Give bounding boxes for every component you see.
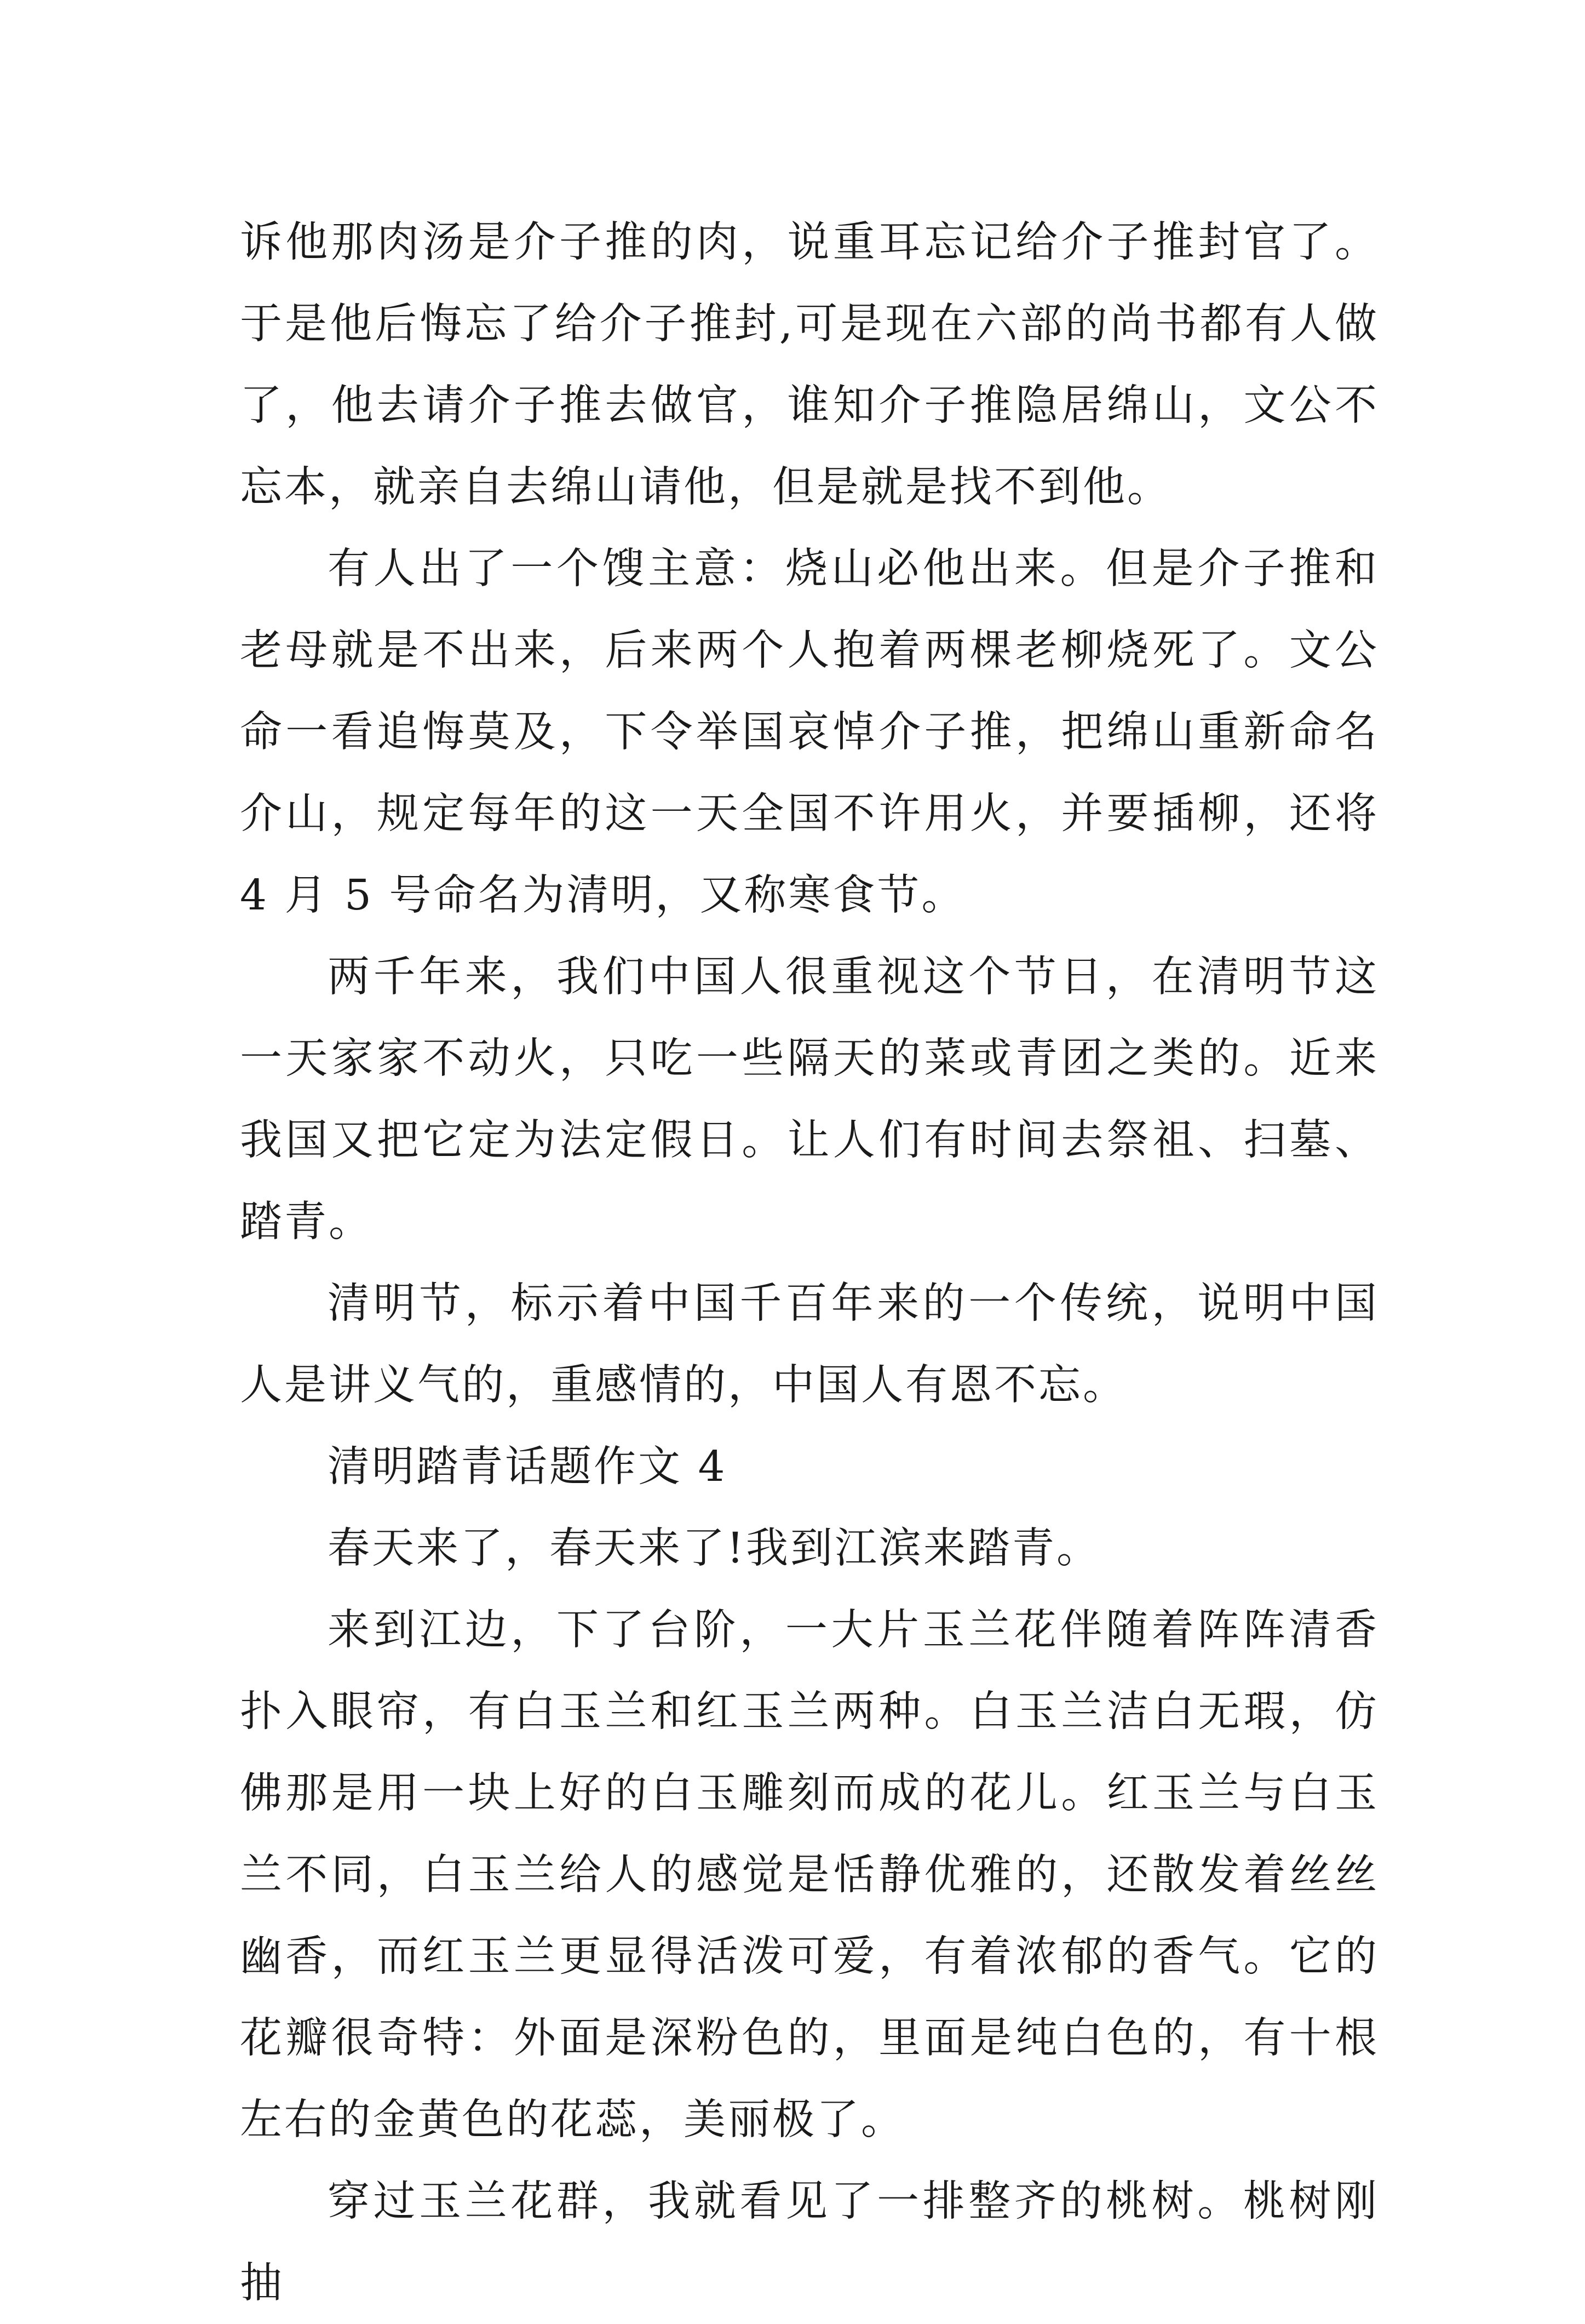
paragraph-4: 清明节，标示着中国千百年来的一个传统，说明中国人是讲义气的，重感情的，中国人有恩不忘。 <box>240 1279 1379 1410</box>
paragraph-2: 有人出了一个馊主意：烧山必他出来。但是介子推和老母就是不出来，后来两个人抱着两棵老柳烧死了。文公命一看追悔莫及，下令举国哀悼介子推，把绵山重新命名介山，规定每年的这一天全国不许用火，并要插柳，还将 4 月 5 号命名为清明，又称寒食节。 <box>240 545 1379 920</box>
paragraph-5: 春天来了，春天来了!我到江滨来踏青。 <box>328 1524 1101 1573</box>
paragraph-7: 穿过玉兰花群，我就看见了一排整齐的桃树。桃树刚抽 <box>240 2177 1379 2308</box>
paragraph-3: 两千年来，我们中国人很重视这个节日，在清明节这一天家家不动火，只吃一些隔天的菜或青团之类的。近来我国又把它定为法定假日。让人们有时间去祭祖、扫墓、踏青。 <box>240 953 1379 1246</box>
body-text <box>240 202 1379 2324</box>
section-heading: 清明踏青话题作文 4 <box>328 1443 727 1491</box>
paragraph-6: 来到江边，下了台阶，一大片玉兰花伴随着阵阵清香扑入眼帘，有白玉兰和红玉兰两种。白玉兰洁白无瑕，仿佛那是用一块上好的白玉雕刻而成的花儿。红玉兰与白玉兰不同，白玉兰给人的感觉是恬静优雅的，还散发着丝丝幽香，而红玉兰更显得活泼可爱，有着浓郁的香气。它的花瓣很奇特：外面是深粉色的，里面是纯白色的，有十根左右的金黄色的花蕊，美丽极了。 <box>240 1606 1379 2144</box>
paragraph-1: 诉他那肉汤是介子推的肉，说重耳忘记给介子推封官了。于是他后悔忘了给介子推封,可是现在六部的尚书都有人做了，他去请介子推去做官，谁知介子推隐居绵山，文公不忘本，就亲自去绵山请他，但是就是找不到他。 <box>240 218 1379 512</box>
